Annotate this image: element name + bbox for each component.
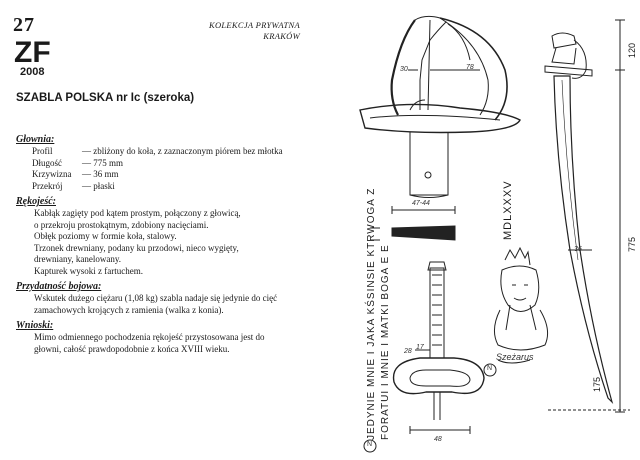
collection-line-1: KOLEKCJA PRYWATNA [208,20,300,30]
spec-row [32,146,283,158]
page-number: 27 [13,14,35,36]
paragraph-line: Kabłąk zagięty pod kątem prostym, połączony z głowicą, [34,208,241,218]
dim-label: 48 [434,436,442,443]
spec-label: Przekrój [32,180,63,191]
blade-cross-section [370,206,455,240]
collection-header [180,20,300,42]
spec-label: Profil [32,146,53,156]
section-heading-glownia: Głownia: [16,134,55,145]
signature: Szeżarus [496,352,534,362]
paragraph-line: Kapturek wysoki z fartuchem. [34,265,143,276]
logo-year: 2008 [20,66,45,78]
paragraph-line: o przekroju prostokątnym, zdobiony nacięciami. [34,219,209,230]
spec-row [32,158,123,170]
circle-mark-label-2: N [487,365,493,372]
paragraph-line: Obłęk poziomy w formie koła, stalowy. [34,231,177,241]
section-heading-rekojesc: Rękojeść: [16,196,56,207]
dim-label: 30 [400,66,408,73]
dim-label: 17 [416,344,424,351]
dim-label: 175 [592,376,602,392]
spec-value: — płaski [82,180,115,191]
document-title: SZABLA POLSKA nr Ic (szeroka) [16,92,195,104]
full-sabre-drawing [545,20,630,412]
dim-label: 120 [627,42,637,58]
collection-line-2: KRAKÓW [263,31,300,41]
spec-value: — zbliżony do koła, z zaznaczonym piórem bez młotka [82,146,283,156]
paragraph-line: drewniany, kanelowany. [34,254,122,264]
paragraph-line: głowni, całość prawdopodobnie z końca XVIII wieku. [34,343,230,354]
spec-row [32,169,119,181]
spec-row [32,181,115,193]
section-heading-wnioski: Wnioski: [16,320,54,331]
dim-label: 36 [574,246,582,253]
dim-label: 775 [627,236,637,252]
inscription-line-1: JEDYNIE MNIE I JAKA KŚSINSIE KTRWOGA Z [366,187,377,440]
dim-label: 28 [404,348,412,355]
hilt-drawing [360,16,520,197]
paragraph-line: zamachowych krojących z ramienia (walka z konia). [34,304,224,315]
spec-value: — 36 mm [82,169,119,179]
sabre-drawing [330,0,640,460]
spec-value: — 775 mm [82,157,124,168]
paragraph-line: Trzonek drewniany, podany ku przodowi, nieco wygięty, [34,242,239,253]
dim-label: 78 [466,64,474,71]
logo-letters: ZF [14,36,51,69]
paragraph-line: Mimo odmiennego pochodzenia rękojeść przystosowana jest do [34,332,265,342]
roman-date: MDLXXXV [502,180,514,240]
spec-label: Krzywizna [32,169,72,179]
spec-label: Długość [32,157,62,168]
inscription-line-2: FORATUI I MNIE I MATKI BOGA E E [380,244,391,440]
portrait-sketch [494,248,547,363]
paragraph-line: Wskutek dużego ciężaru (1,08 kg) szabla nadaje się jedynie do cięć [34,293,278,303]
circle-mark-label-1: N [367,441,373,448]
dim-label: 47-44 [412,200,430,207]
section-heading-przydatnosc: Przydatność bojowa: [16,281,102,292]
